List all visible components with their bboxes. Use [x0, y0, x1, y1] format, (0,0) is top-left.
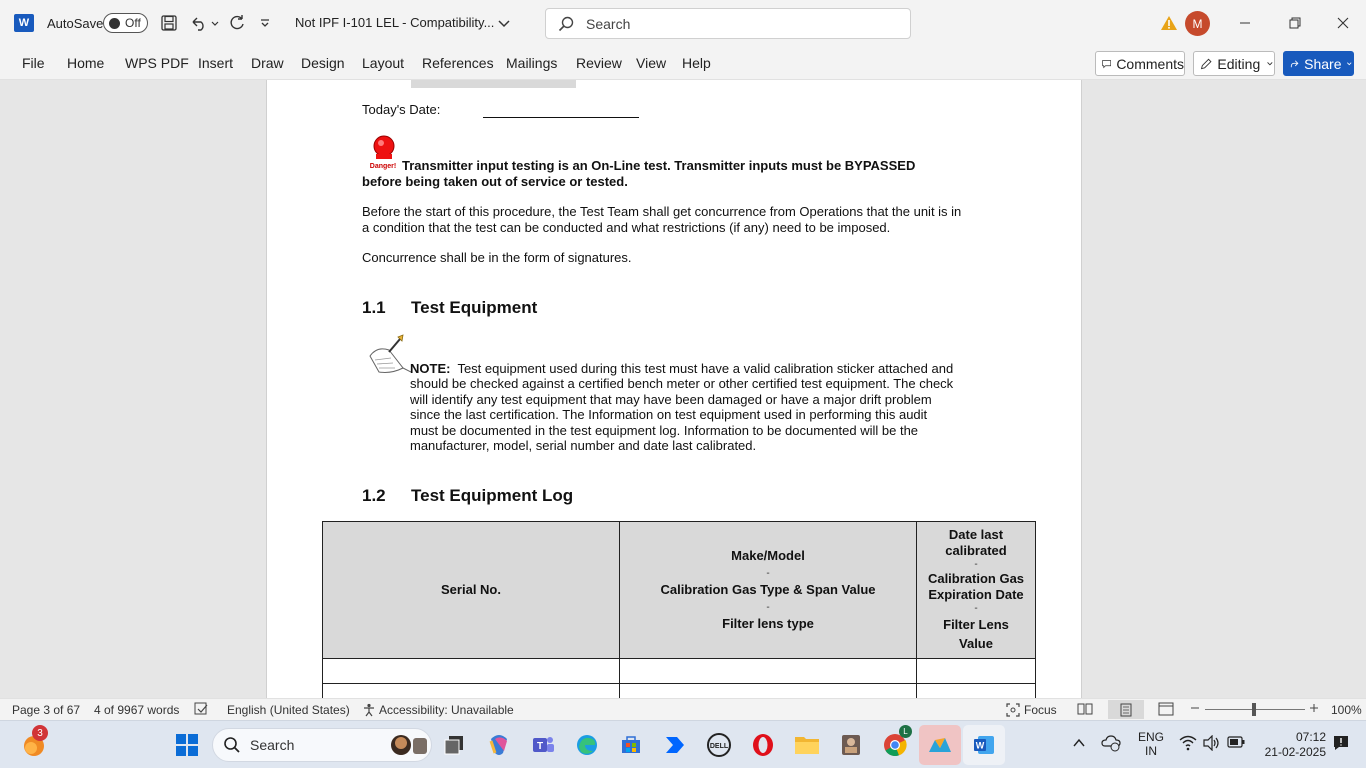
- tab-review[interactable]: Review: [576, 55, 622, 71]
- paragraph-concurrence: Before the start of this procedure, the Test Team shall get concurrence from Operations that the unit is in a condition that the test can be conducted and what restrictions (if any) need to be imposed.: [362, 204, 962, 235]
- header-label: Make/Model: [731, 548, 805, 563]
- avatar[interactable]: M: [1185, 11, 1210, 36]
- document-canvas[interactable]: [0, 80, 1366, 698]
- chevron-down-icon: [497, 16, 511, 30]
- note-text: Test equipment used during this test must have a valid calibration sticker attached and should be checked against a certified bench meter or other certified test equipment. The check will identify any test equipment that may have been damaged or have a major drift problem since the last certification. The Information on test equipment used in performing this audit must be documented in the test equipment log. Information to be documented will be the manufacturer, model, serial number and date last calibrated.: [410, 361, 954, 454]
- status-bar: [0, 698, 1366, 720]
- separator-dash: -: [974, 559, 978, 570]
- onedrive-sync-icon[interactable]: [1101, 734, 1121, 755]
- zoom-level[interactable]: 100%: [1331, 703, 1362, 717]
- clock-time: 07:12: [1295, 730, 1326, 744]
- notification-center-icon[interactable]: [1332, 734, 1350, 755]
- header-label: Calibration Gas Type & Span Value: [660, 582, 876, 597]
- close-icon: [1337, 17, 1349, 29]
- comments-label: Comments: [1116, 55, 1184, 72]
- lang-line1: ENG: [1138, 730, 1165, 744]
- danger-warning-text: Transmitter input testing is an On-Line test. Transmitter inputs must be BYPASSED before being taken out of service or tested.: [362, 158, 916, 189]
- tab-view[interactable]: View: [636, 55, 667, 71]
- zoom-slider-thumb[interactable]: [1252, 703, 1256, 716]
- widgets-icon[interactable]: [20, 727, 48, 759]
- minimize-icon: [1239, 17, 1251, 29]
- task-view-icon[interactable]: [440, 731, 468, 759]
- file-explorer-icon[interactable]: [793, 731, 821, 759]
- volume-icon[interactable]: [1203, 735, 1221, 754]
- note-label: NOTE:: [410, 361, 451, 376]
- svg-text:W: W: [975, 740, 985, 751]
- taskbar-search[interactable]: [212, 728, 432, 762]
- warning-icon[interactable]: [1159, 14, 1179, 32]
- copilot-icon[interactable]: [485, 731, 513, 759]
- danger-label: Danger!: [369, 163, 397, 170]
- web-layout-icon: [1158, 702, 1174, 716]
- search-icon: [223, 736, 241, 754]
- tab-insert[interactable]: Insert: [198, 55, 234, 71]
- table-cell[interactable]: [917, 684, 1036, 699]
- page-count[interactable]: Page 3 of 67: [12, 703, 81, 717]
- tab-draw[interactable]: Draw: [251, 55, 284, 71]
- autosave-toggle[interactable]: [103, 13, 148, 33]
- table-cell[interactable]: [620, 659, 917, 684]
- minus-icon: [1190, 703, 1200, 713]
- accessibility-icon: [362, 703, 376, 717]
- minimize-button[interactable]: [1230, 12, 1260, 34]
- tab-references[interactable]: References: [422, 55, 494, 71]
- document-title[interactable]: Not IPF I-101 LEL - Compatibility...: [295, 15, 495, 30]
- save-button[interactable]: [158, 13, 180, 33]
- section-title: Test Equipment Log: [411, 486, 574, 505]
- taskbar-search-label: Search: [250, 737, 295, 753]
- customize-toolbar-button[interactable]: [256, 13, 274, 33]
- undo-icon: [189, 14, 219, 32]
- separator-dash: -: [766, 568, 770, 579]
- title-dropdown-button[interactable]: [496, 14, 512, 32]
- header-label: Filter lens type: [722, 616, 814, 631]
- tab-mailings[interactable]: Mailings: [506, 55, 558, 71]
- tab-help[interactable]: Help: [682, 55, 711, 71]
- tab-file[interactable]: File: [22, 55, 45, 71]
- read-mode-button[interactable]: [1077, 702, 1093, 716]
- restore-icon: [1289, 17, 1301, 29]
- table-cell[interactable]: [620, 684, 917, 699]
- section-number: 1.2: [362, 486, 386, 505]
- read-mode-icon: [1077, 702, 1093, 716]
- photo-app-icon[interactable]: [837, 731, 865, 759]
- clock[interactable]: [1260, 730, 1326, 760]
- separator-dash: -: [766, 602, 770, 613]
- note-paragraph: [410, 361, 958, 453]
- editing-label: Editing: [1217, 55, 1261, 72]
- autosave-state: Off: [125, 16, 141, 30]
- todays-date-label: Today's Date:: [362, 102, 441, 117]
- search-input[interactable]: [545, 8, 911, 39]
- tab-home[interactable]: Home: [67, 55, 105, 71]
- redo-button[interactable]: [226, 13, 248, 33]
- section-title: Test Equipment: [411, 298, 538, 317]
- proofing-icon[interactable]: [194, 702, 209, 716]
- editing-mode-button[interactable]: [1193, 51, 1275, 76]
- dell-icon[interactable]: [705, 731, 733, 759]
- print-layout-button[interactable]: [1108, 700, 1144, 719]
- zoom-in-button[interactable]: [1309, 703, 1319, 713]
- redo-icon: [227, 14, 247, 32]
- edge-icon[interactable]: [573, 731, 601, 759]
- date-blank-line: [483, 117, 639, 118]
- show-hidden-icons-button[interactable]: [1072, 736, 1086, 753]
- lang-line2: IN: [1145, 744, 1157, 758]
- accessibility-label: Accessibility: Unavailable: [379, 703, 514, 717]
- table-row: [323, 684, 1036, 699]
- paragraph-signatures: Concurrence shall be in the form of signatures.: [362, 250, 632, 265]
- share-icon: [1290, 57, 1299, 71]
- teams-icon[interactable]: [529, 731, 557, 759]
- chevron-down-icon: [1266, 59, 1274, 69]
- search-placeholder: Search: [586, 15, 631, 32]
- language-status[interactable]: English (United States): [227, 703, 350, 717]
- taskbar: [0, 720, 1366, 768]
- share-button[interactable]: [1283, 51, 1354, 76]
- focus-label: Focus: [1024, 703, 1057, 717]
- comment-icon: [1102, 57, 1111, 71]
- header-serial-no[interactable]: [323, 522, 620, 659]
- opera-icon[interactable]: [749, 731, 777, 759]
- chevron-up-icon: [1072, 736, 1086, 750]
- svg-text:T: T: [536, 741, 544, 752]
- word-logo-icon: W: [14, 14, 34, 32]
- note-icon: [367, 334, 411, 376]
- pencil-icon: [1200, 56, 1212, 72]
- svg-text:DELL: DELL: [709, 743, 729, 750]
- zoom-out-button[interactable]: [1190, 703, 1200, 713]
- header-make-model[interactable]: [620, 522, 917, 659]
- power-automate-icon[interactable]: [661, 731, 689, 759]
- tab-design[interactable]: Design: [301, 55, 345, 71]
- section-heading-test-equipment-log: [362, 486, 573, 506]
- section-heading-test-equipment: [362, 298, 537, 318]
- clock-date: 21-02-2025: [1264, 745, 1326, 759]
- equipment-log-table: [322, 521, 1036, 698]
- header-label: Filter Lens Value: [943, 617, 1009, 651]
- toggle-knob: [109, 18, 120, 29]
- title-bar: [0, 0, 1366, 46]
- tab-layout[interactable]: Layout: [362, 55, 405, 71]
- microsoft-store-icon[interactable]: [617, 731, 645, 759]
- start-button[interactable]: [173, 731, 201, 759]
- chevron-down-icon: [1346, 59, 1353, 69]
- focus-icon: [1006, 703, 1020, 717]
- battery-icon[interactable]: [1227, 736, 1245, 751]
- document-page[interactable]: [266, 80, 1082, 698]
- heading-shading: [411, 80, 576, 88]
- wifi-icon[interactable]: [1179, 735, 1197, 754]
- table-cell[interactable]: [323, 659, 620, 684]
- notification-badge: 3: [32, 725, 48, 741]
- header-date-last-calibrated[interactable]: [917, 522, 1036, 659]
- search-highlight-icon: [387, 730, 431, 760]
- word-taskbar-icon[interactable]: [963, 725, 1005, 765]
- tab-wps-pdf[interactable]: WPS PDF: [125, 55, 189, 71]
- save-icon: [160, 14, 178, 32]
- chrome-icon[interactable]: [881, 727, 909, 759]
- chevron-down-icon: [259, 17, 271, 29]
- search-icon: [558, 16, 574, 32]
- ribbon-tabs: [0, 46, 1366, 80]
- profile-badge: L: [899, 725, 912, 738]
- share-label: Share: [1304, 55, 1342, 72]
- print-layout-icon: [1119, 703, 1133, 717]
- table-row: [323, 659, 1036, 684]
- comments-button[interactable]: [1095, 51, 1185, 76]
- windows-icon: [175, 733, 199, 757]
- plus-icon: [1309, 703, 1319, 713]
- header-label: Date last calibrated: [945, 527, 1007, 558]
- header-label: Serial No.: [441, 582, 501, 597]
- accessibility-status[interactable]: [362, 703, 514, 717]
- spreadsheet-app-icon[interactable]: [919, 725, 961, 765]
- word-count[interactable]: 4 of 9967 words: [94, 703, 180, 717]
- web-layout-button[interactable]: [1158, 702, 1174, 716]
- input-language-indicator[interactable]: [1138, 730, 1164, 758]
- table-header-row: [323, 522, 1036, 659]
- header-label: Calibration Gas Expiration Date: [927, 571, 1025, 602]
- autosave-label: AutoSave: [47, 16, 104, 31]
- focus-button[interactable]: [1006, 703, 1057, 717]
- undo-button[interactable]: [188, 13, 220, 33]
- maximize-button[interactable]: [1280, 12, 1310, 34]
- table-cell[interactable]: [323, 684, 620, 699]
- table-cell[interactable]: [917, 659, 1036, 684]
- separator-dash: -: [974, 603, 978, 614]
- close-button[interactable]: [1328, 12, 1358, 34]
- section-number: 1.1: [362, 298, 386, 317]
